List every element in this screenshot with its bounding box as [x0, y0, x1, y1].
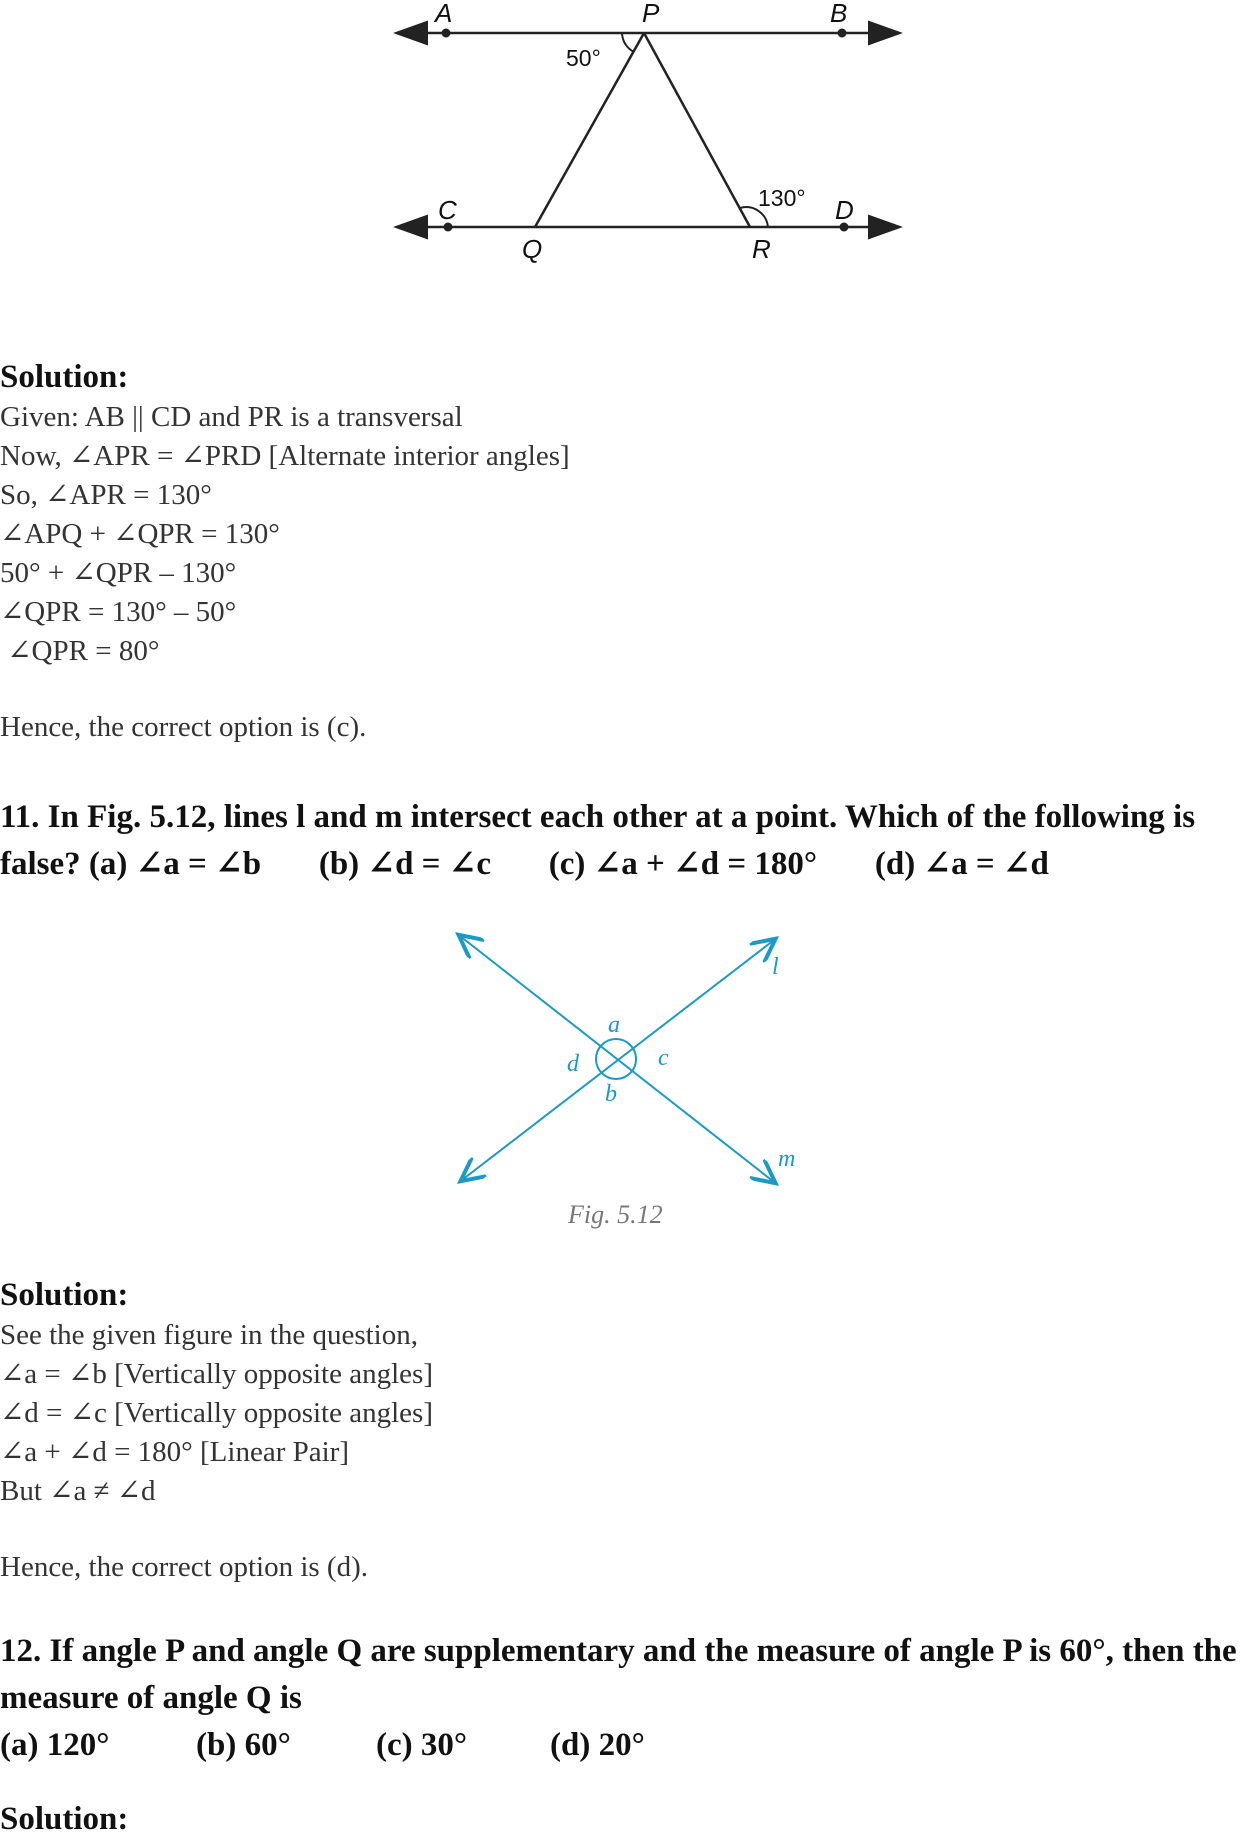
option-d: (d) 20°: [550, 1727, 645, 1763]
point-a: [442, 29, 451, 38]
solution-heading: Solution:: [0, 1277, 129, 1313]
solution-heading: Solution:: [0, 359, 129, 395]
label-angle-d: d: [567, 1051, 579, 1077]
solution-line: ∠APQ + ∠QPR = 130°: [0, 517, 280, 550]
solution-line: But ∠a ≠ ∠d: [0, 1474, 156, 1507]
solution-10: [0, 358, 1230, 747]
solution-steps: [0, 398, 1230, 671]
figure-caption: Fig. 5.12: [568, 1200, 663, 1229]
question-11: 11. In Fig. 5.12, lines l and m intersect each other at a point. Which of the following is false? (a) ∠a = ∠b (b) ∠d = ∠c (c) ∠a + ∠d = 180° (d) ∠a = ∠d: [0, 799, 1204, 882]
segment-pr: [644, 33, 750, 227]
question-12-options: [0, 1722, 1238, 1769]
angle-label-130: 130°: [758, 185, 806, 211]
solution-line: ∠d = ∠c [Vertically opposite angles]: [0, 1396, 433, 1429]
label-p: P: [642, 0, 660, 28]
point-b: [838, 29, 847, 38]
solution-line: ∠a = ∠b [Vertically opposite angles]: [0, 1357, 433, 1390]
label-a: A: [435, 0, 453, 28]
solution-line: See the given figure in the question,: [0, 1318, 418, 1351]
solution-conclusion: Hence, the correct option is (d).: [0, 1550, 368, 1583]
solution-steps: [0, 1316, 1230, 1511]
solution-line: ∠a + ∠d = 180° [Linear Pair]: [0, 1435, 349, 1468]
angle-arc-p: [622, 33, 634, 52]
question-12: [0, 1628, 1238, 1769]
label-angle-c: c: [658, 1045, 669, 1071]
option-c: (c) 30°: [376, 1727, 468, 1763]
label-d: D: [835, 195, 854, 225]
solution-11: [0, 1276, 1230, 1587]
solution-line: Given: AB || CD and PR is a transversal: [0, 400, 463, 433]
angle-label-50: 50°: [566, 45, 601, 71]
label-angle-a: a: [608, 1012, 620, 1038]
solution-line: 50° + ∠QPR – 130°: [0, 556, 237, 589]
solution-line: ∠QPR = 130° – 50°: [0, 595, 237, 628]
solution-line: Now, ∠APR = ∠PRD [Alternate interior angles]: [0, 439, 570, 472]
label-c: C: [438, 195, 457, 225]
solution-conclusion: Hence, the correct option is (c).: [0, 710, 367, 743]
intersecting-lines-figure: [440, 926, 820, 1236]
solution-12-heading: Solution:: [0, 1801, 129, 1837]
option-b: (b) 60°: [196, 1727, 291, 1763]
question-12-text: 12. If angle P and angle Q are supplementary and the measure of angle P is 60°, then the measure of angle Q is: [0, 1633, 1237, 1716]
label-line-m: m: [778, 1146, 796, 1172]
label-line-l: l: [772, 954, 779, 980]
label-q: Q: [522, 234, 543, 264]
parallel-lines-figure: [390, 0, 910, 270]
label-r: R: [752, 234, 771, 264]
solution-line: ∠QPR = 80°: [0, 634, 160, 667]
solution-line: So, ∠APR = 130°: [0, 478, 212, 511]
option-a: (a) 120°: [0, 1727, 110, 1763]
label-angle-b: b: [605, 1081, 617, 1107]
label-b: B: [830, 0, 848, 28]
